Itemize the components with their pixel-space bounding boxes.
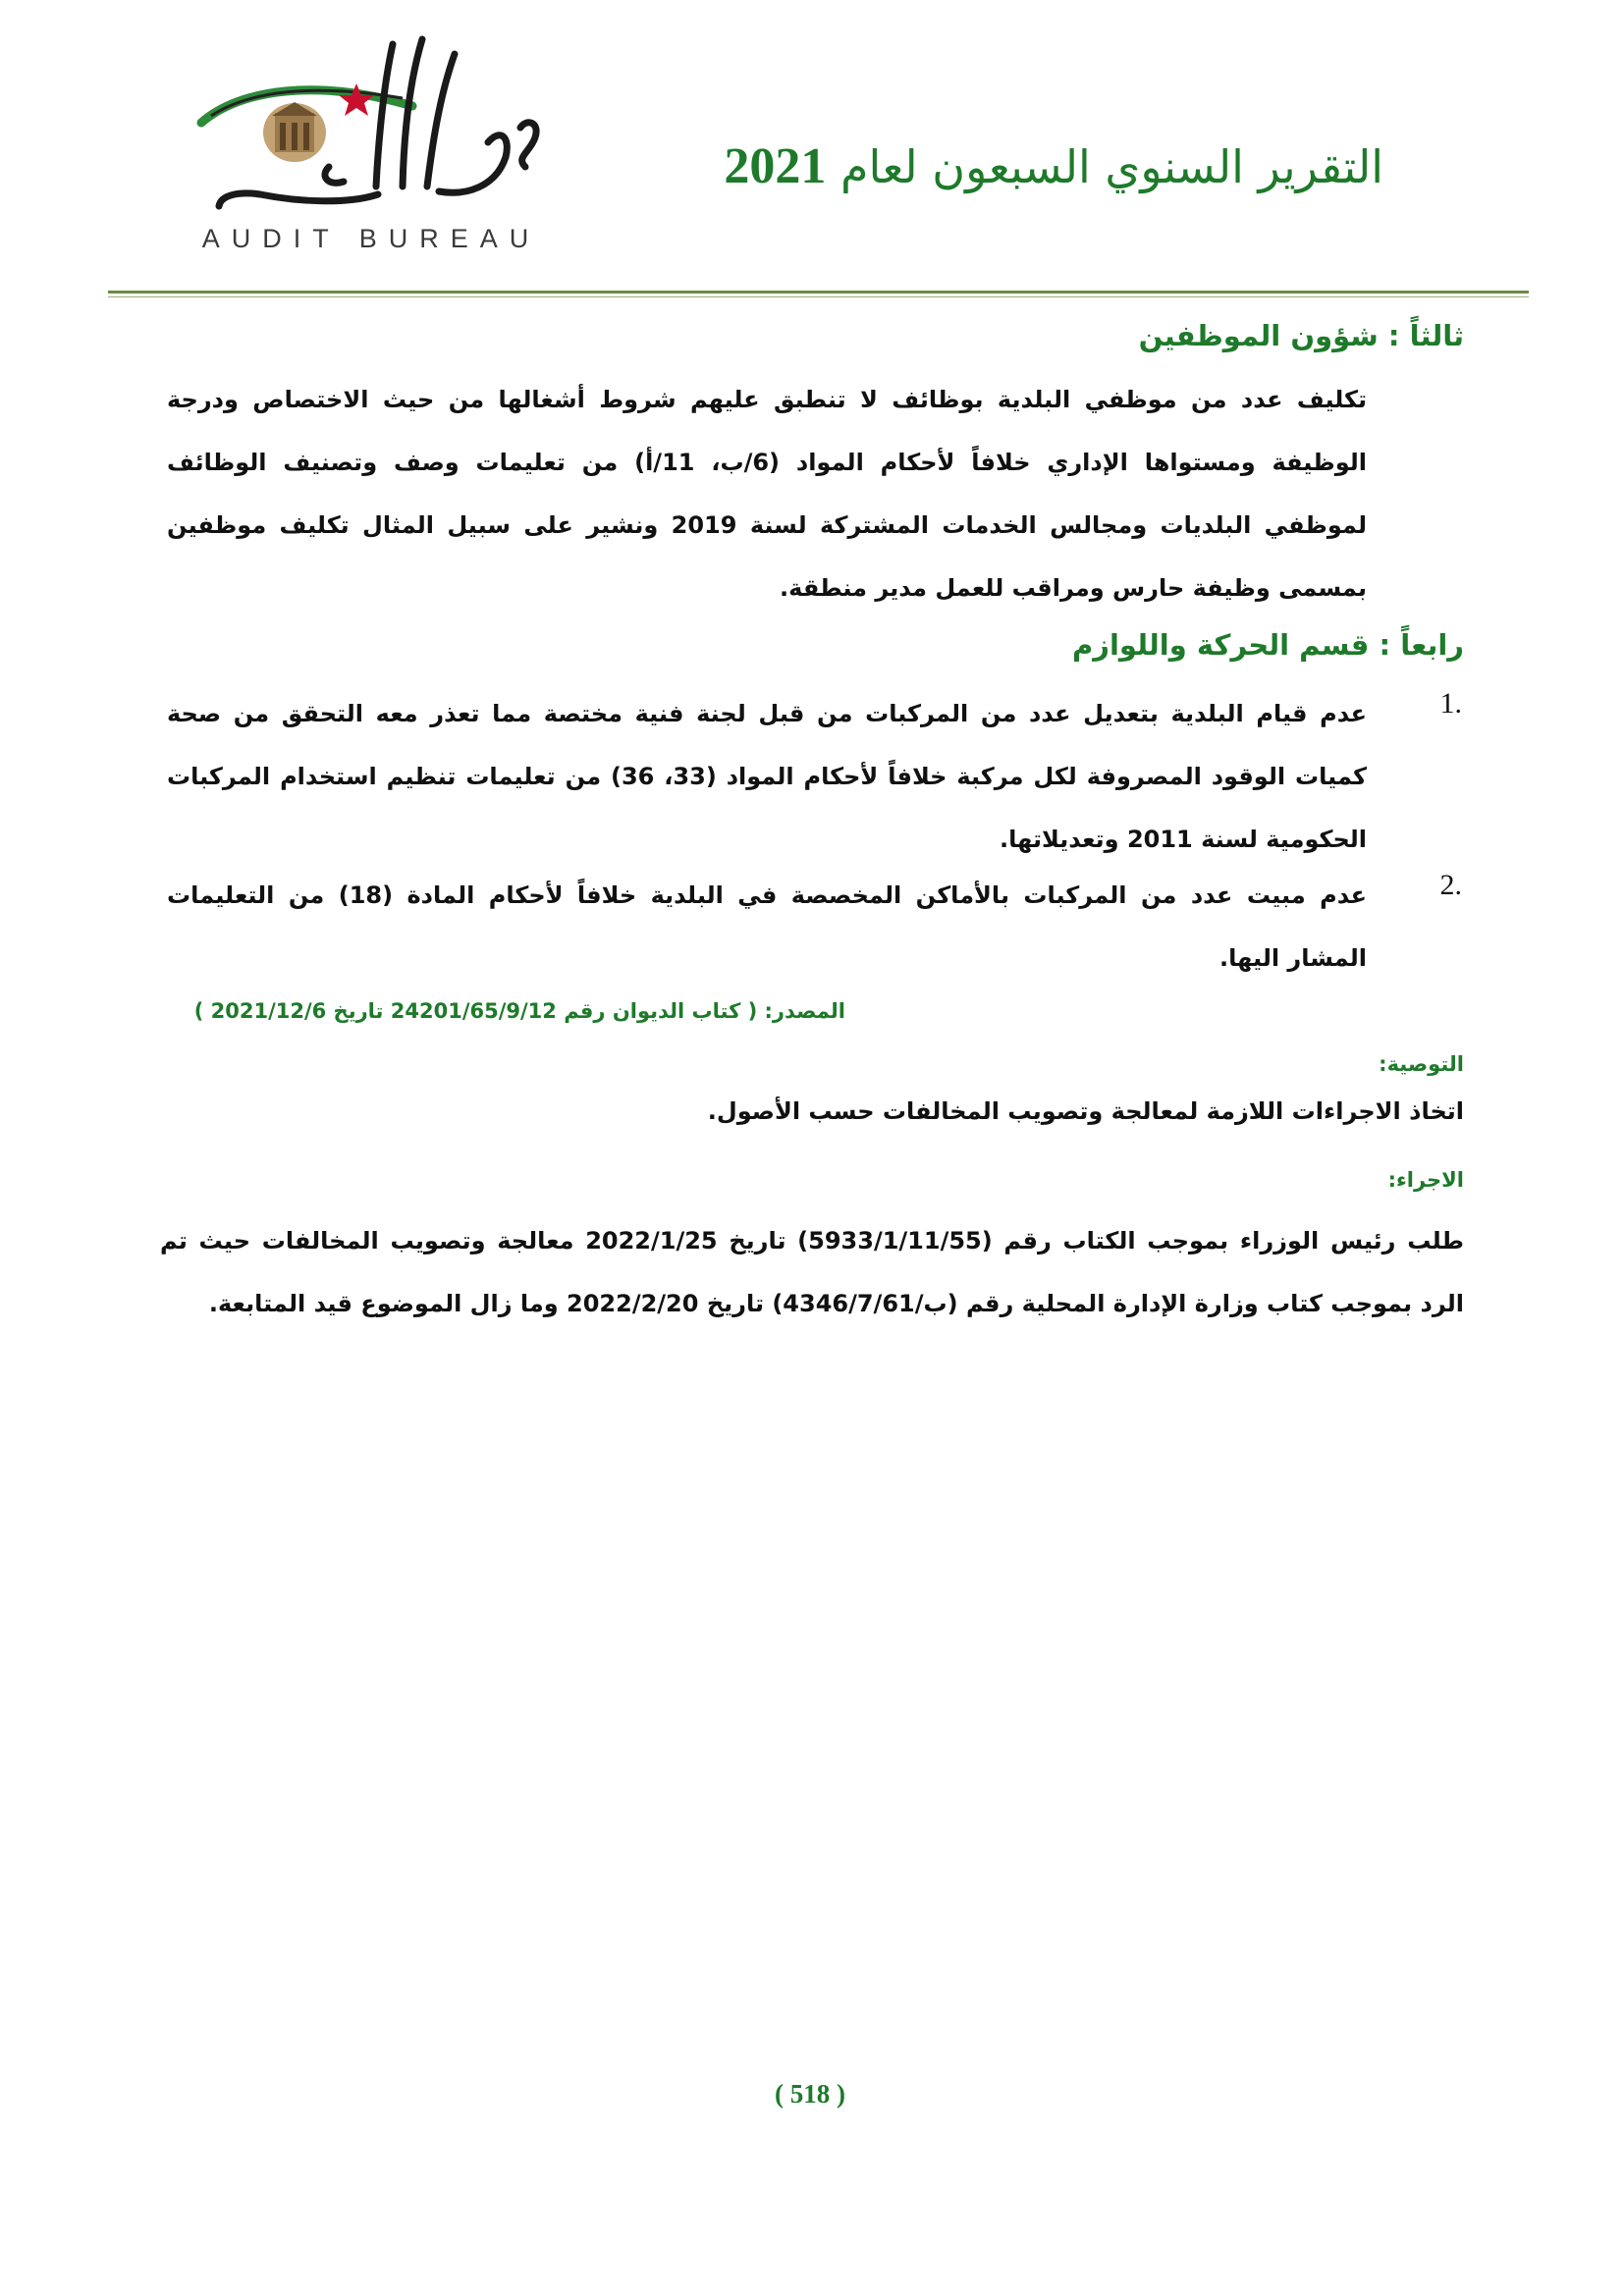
list-item-text: عدم قيام البلدية بتعديل عدد من المركبات من قبل لجنة فنية مختصة مما تعذر معه التحقق من صحة كميات الوقود المصروفة لكل مركبة خلافاً لأحكام المواد (33، 36) من تعليمات تنظيم استخدام المركبات الحكومية لسنة 2011 وتعديلاتها. bbox=[167, 700, 1367, 853]
recommendation-label: التوصية: bbox=[1379, 1052, 1464, 1076]
report-title bbox=[724, 137, 1383, 195]
action-paragraph bbox=[160, 1209, 1464, 1335]
list-item-text: عدم مبيت عدد من المركبات بالأماكن المخصصة في البلدية خلافاً لأحكام المادة (18) من التعليمات المشار اليها. bbox=[167, 881, 1367, 972]
report-year: 2021 bbox=[724, 138, 827, 194]
action-label: الاجراء: bbox=[1387, 1168, 1464, 1192]
logo-building-emblem bbox=[263, 102, 326, 162]
header-divider bbox=[108, 291, 1529, 294]
section-four-heading: رابعاً : قسم الحركة واللوازم bbox=[1072, 628, 1464, 662]
report-title-text: التقرير السنوي السبعون لعام bbox=[839, 140, 1383, 193]
list-item bbox=[167, 864, 1367, 989]
source-citation: المصدر: ( كتاب الديوان رقم 24201/65/9/12 تاريخ 2021/12/6 ) bbox=[193, 999, 845, 1023]
section-three-text: تكليف عدد من موظفي البلدية بوظائف لا تنطبق عليهم شروط أشغالها من حيث الاختصاص ودرجة الوظيفة ومستواها الإداري خلافاً لأحكام المواد (6/ب، 11/أ) من تعليمات وصف وتصنيف الوظائف لموظفي البلديات ومجالس الخدمات المشتركة لسنة 2019 ونشير على سبيل المثال تكليف موظفين بمسمى وظيفة حارس ومراقب للعمل مدير منطقة. bbox=[167, 386, 1367, 602]
list-item bbox=[167, 682, 1367, 871]
section-three-heading: ثالثاً : شؤون الموظفين bbox=[1138, 319, 1464, 352]
section-three-paragraph bbox=[167, 368, 1367, 619]
list-item-number: 1. bbox=[1439, 687, 1462, 720]
action-text: طلب رئيس الوزراء بموجب الكتاب رقم (5933/1/11/55) تاريخ 2022/1/25 معالجة وتصويب المخالفات حيث تم الرد بموجب كتاب وزارة الإدارة المحلية رقم (ب/4346/7/61) تاريخ 2022/2/20 وما زال الموضوع قيد المتابعة. bbox=[160, 1227, 1465, 1317]
list-item-number: 2. bbox=[1439, 869, 1462, 901]
page-number: ( 518 ) bbox=[775, 2079, 845, 2109]
logo-tagline: AUDIT BUREAU bbox=[201, 224, 541, 253]
recommendation-text: اتخاذ الاجراءات اللازمة لمعالجة وتصويب المخالفات حسب الأصول. bbox=[707, 1097, 1464, 1125]
header-divider-thin bbox=[108, 296, 1529, 297]
